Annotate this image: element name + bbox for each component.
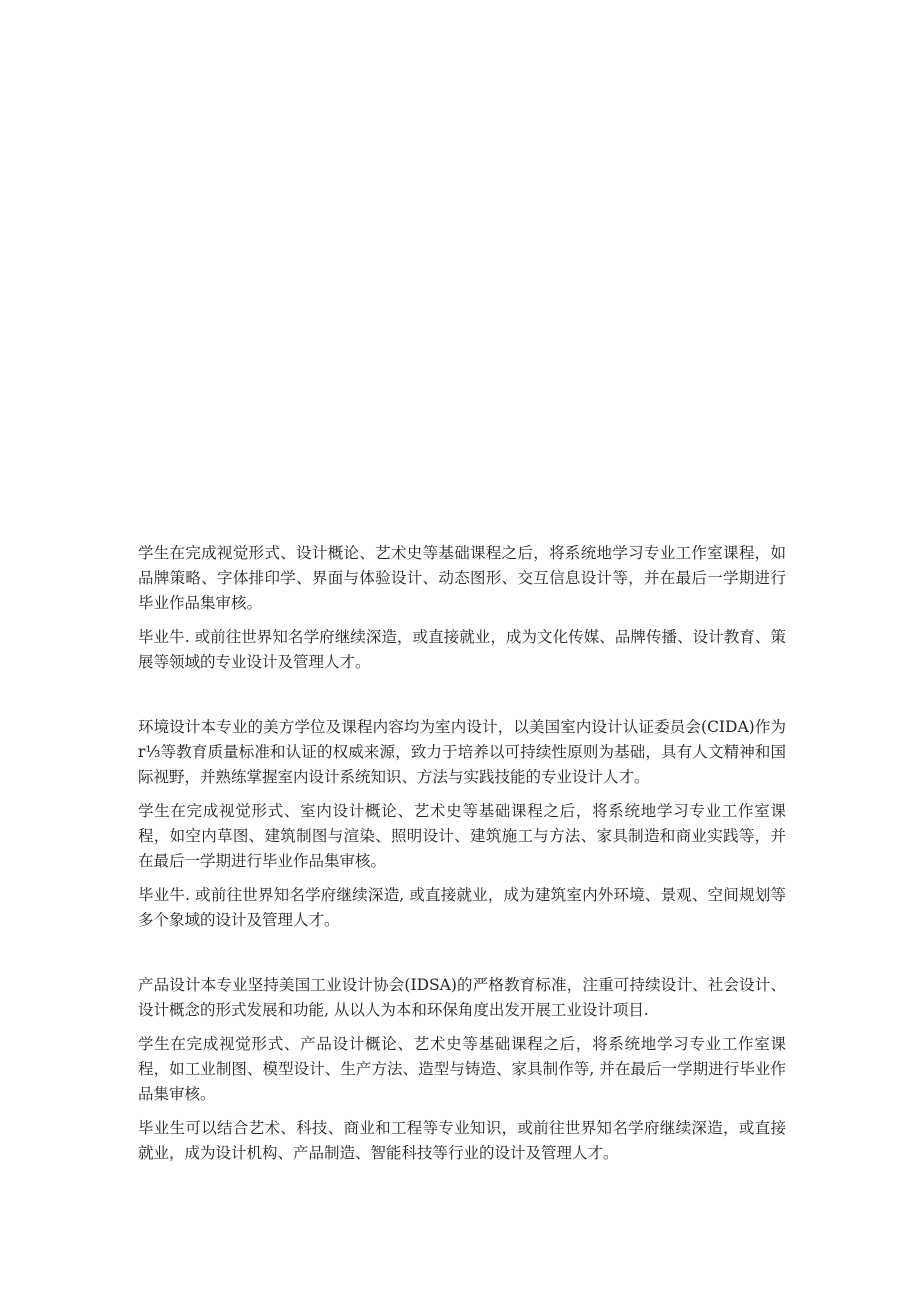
paragraph: 毕业牛. 或前往世界知名学府继续深造, 或直接就业，成为建筑室内外环境、景观、空间规划等多个象域的设计及管理人才。 — [138, 886, 786, 929]
section-environmental-design — [138, 715, 786, 933]
paragraph: 学生在完成视觉形式、室内设计概论、艺术史等基础课程之后，将系统地学习专业工作室课程，如空内草图、建筑制图与渲染、照明设计、建筑施工与方法、家具制造和商业实践等，并在最后一学期进行毕业作品集审核。 — [138, 802, 786, 870]
document-body — [138, 541, 786, 1175]
paragraph: 产品设计本专业坚持美国工业设计协会(IDSA)的严格教育标准，注重可持续设计、社会设计、设计概念的形式发展和功能, 从以人为本和环保角度出发开展工业设计项目. — [138, 976, 786, 1019]
section-visual-communication — [138, 541, 786, 675]
paragraph: 环境设计本专业的美方学位及课程内容均为室内设计，以美国室内设计认证委员会(CIDA)作为r⅓等教育质量标准和认证的权威来源，致力于培养以可持续性原则为基础，具有人文精神和国际视野，并熟练掌握室内设计系统知识、方法与实践技能的专业设计人才。 — [138, 718, 786, 786]
paragraph: 毕业生可以结合艺术、科技、商业和工程等专业知识，或前往世界知名学府继续深造，或直接就业，成为设计机构、产品制造、智能科技等行业的设计及管理人才。 — [138, 1119, 786, 1162]
paragraph: 学生在完成视觉形式、设计概论、艺术史等基础课程之后，将系统地学习专业工作室课程，如品牌策略、字体排印学、界面与体验设计、动态图形、交互信息设计等，并在最后一学期进行毕业作品集审核。 — [138, 544, 786, 612]
paragraph: 学生在完成视觉形式、产品设计概论、艺术史等基础课程之后，将系统地学习专业工作室课程，如工业制图、模型设计、生产方法、造型与铸造、家具制作等, 并在最后一学期进行毕业作品集审核。 — [138, 1035, 786, 1103]
section-product-design — [138, 973, 786, 1166]
paragraph: 毕业牛. 或前往世界知名学府继续深造，或直接就业，成为文化传媒、品牌传播、设计教育、策展等领域的专业设计及管理人才。 — [138, 628, 786, 671]
